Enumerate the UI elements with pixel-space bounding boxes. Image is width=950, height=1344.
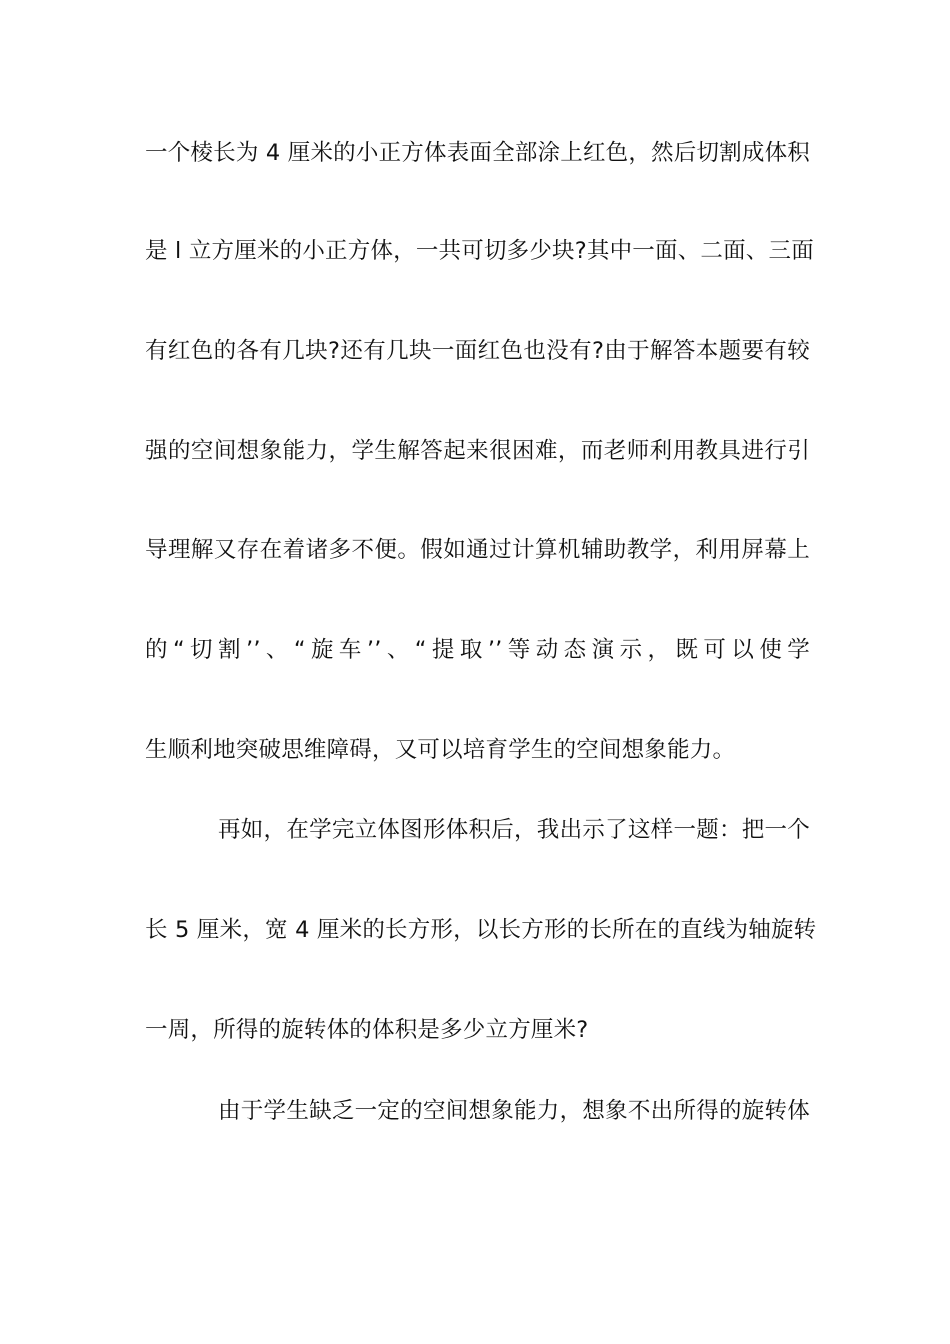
text-line-8: 再如，在学完立体图形体积后，我出示了这样一题：把一个 bbox=[218, 817, 810, 843]
text-line-6: 的“切割’’、“旋车’’、“提取’’等动态演示，既可以使学 bbox=[145, 637, 810, 663]
text-line-7: 生顺利地突破思维障碍，又可以培育学生的空间想象能力。 bbox=[145, 737, 736, 763]
text-line-10: 一周，所得的旋转体的体积是多少立方厘米? bbox=[145, 1017, 589, 1043]
text-line-4: 强的空间想象能力，学生解答起来很困难，而老师利用教具进行引 bbox=[145, 438, 810, 464]
text-line-9: 长 5 厘米，宽 4 厘米的长方形，以长方形的长所在的直线为轴旋转 bbox=[145, 917, 817, 943]
text-line-1: 一个棱长为 4 厘米的小正方体表面全部涂上红色，然后切割成体积 bbox=[145, 140, 810, 166]
text-line-3: 有红色的各有几块?还有几块一面红色也没有?由于解答本题要有较 bbox=[145, 338, 810, 364]
text-line-11: 由于学生缺乏一定的空间想象能力，想象不出所得的旋转体 bbox=[218, 1098, 810, 1124]
text-line-5: 导理解又存在着诸多不便。假如通过计算机辅助教学，利用屏幕上 bbox=[145, 537, 810, 563]
text-line-2: 是 l 立方厘米的小正方体，一共可切多少块?其中一面、二面、三面 bbox=[145, 238, 814, 264]
